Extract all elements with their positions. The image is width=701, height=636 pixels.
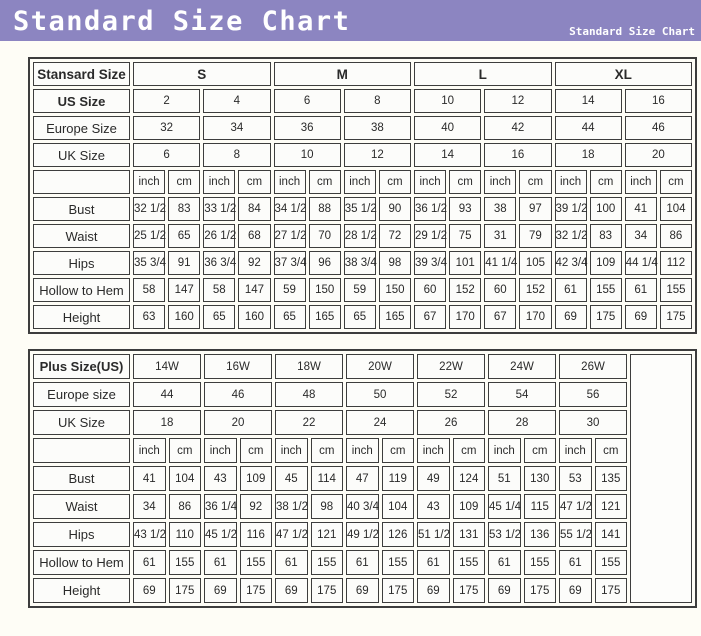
value-cell: 155 <box>524 550 557 575</box>
value-cell: 98 <box>379 251 411 275</box>
value-cell: 12 <box>484 89 551 113</box>
value-cell: 14 <box>555 89 622 113</box>
row-label <box>33 438 130 463</box>
value-cell: 124 <box>453 466 486 491</box>
row-label: Waist <box>33 224 130 248</box>
value-cell: 44 <box>133 382 201 407</box>
value-cell: 152 <box>449 278 481 302</box>
value-cell: 165 <box>379 305 411 329</box>
value-cell: 130 <box>524 466 557 491</box>
value-cell: 43 <box>417 494 450 519</box>
value-cell: 155 <box>382 550 415 575</box>
size-table-row <box>33 143 692 167</box>
value-cell: cm <box>382 438 415 463</box>
value-cell: 121 <box>595 494 628 519</box>
value-cell: 109 <box>453 494 486 519</box>
row-label: Hollow to Hem <box>33 278 130 302</box>
value-cell: 36 1/4 <box>204 494 237 519</box>
value-cell: 175 <box>660 305 692 329</box>
size-table-row <box>33 89 692 113</box>
value-cell: 69 <box>625 305 657 329</box>
value-cell: 104 <box>382 494 415 519</box>
size-table-row <box>33 251 692 275</box>
value-cell: 141 <box>595 522 628 547</box>
value-cell: 155 <box>453 550 486 575</box>
value-cell: 4 <box>203 89 270 113</box>
value-cell: 135 <box>595 466 628 491</box>
value-cell: inch <box>133 438 166 463</box>
value-cell: 26W <box>559 354 627 379</box>
value-cell: 36 3/4 <box>203 251 235 275</box>
value-cell: 67 <box>484 305 516 329</box>
value-cell: 152 <box>519 278 551 302</box>
value-cell: 68 <box>238 224 270 248</box>
value-cell: inch <box>133 170 165 194</box>
row-label: Bust <box>33 197 130 221</box>
value-cell: 61 <box>133 550 166 575</box>
value-cell: 60 <box>484 278 516 302</box>
size-table-row <box>33 278 692 302</box>
value-cell: 61 <box>559 550 592 575</box>
value-cell: 28 1/2 <box>344 224 376 248</box>
value-cell: XL <box>555 62 693 86</box>
value-cell: 34 <box>203 116 270 140</box>
value-cell: 51 1/2 <box>417 522 450 547</box>
size-table-row <box>33 466 692 491</box>
value-cell: inch <box>344 170 376 194</box>
value-cell: 83 <box>168 197 200 221</box>
value-cell: inch <box>625 170 657 194</box>
value-cell: inch <box>275 438 308 463</box>
value-cell: 47 <box>346 466 379 491</box>
value-cell: 93 <box>449 197 481 221</box>
value-cell: 61 <box>346 550 379 575</box>
size-table-row <box>33 62 692 86</box>
value-cell: 24W <box>488 354 556 379</box>
page-title: Standard Size Chart <box>13 6 351 37</box>
value-cell: 14 <box>414 143 481 167</box>
value-cell: 53 <box>559 466 592 491</box>
row-label: UK Size <box>33 143 130 167</box>
value-cell: 75 <box>449 224 481 248</box>
row-label: Hips <box>33 522 130 547</box>
value-cell: 69 <box>559 578 592 603</box>
value-cell: 45 1/2 <box>204 522 237 547</box>
value-cell: 6 <box>274 89 341 113</box>
value-cell: 41 <box>133 466 166 491</box>
value-cell: L <box>414 62 552 86</box>
value-cell: 155 <box>595 550 628 575</box>
value-cell: 2 <box>133 89 200 113</box>
value-cell: 10 <box>274 143 341 167</box>
value-cell: 109 <box>240 466 273 491</box>
value-cell: 63 <box>133 305 165 329</box>
value-cell: 60 <box>414 278 446 302</box>
value-cell: 48 <box>275 382 343 407</box>
value-cell: 121 <box>311 522 344 547</box>
value-cell: 59 <box>274 278 306 302</box>
value-cell: 45 1/4 <box>488 494 521 519</box>
row-label: Europe size <box>33 382 130 407</box>
tables-area <box>0 41 701 608</box>
value-cell: 61 <box>417 550 450 575</box>
value-cell: 97 <box>519 197 551 221</box>
value-cell: 20 <box>204 410 272 435</box>
value-cell: 65 <box>203 305 235 329</box>
value-cell: 36 <box>274 116 341 140</box>
value-cell: 18 <box>133 410 201 435</box>
value-cell: 119 <box>382 466 415 491</box>
value-cell: 18 <box>555 143 622 167</box>
value-cell: 115 <box>524 494 557 519</box>
value-cell: inch <box>555 170 587 194</box>
value-cell: 155 <box>660 278 692 302</box>
value-cell: 150 <box>309 278 341 302</box>
value-cell: 104 <box>169 466 202 491</box>
value-cell: 49 <box>417 466 450 491</box>
size-table-row <box>33 522 692 547</box>
value-cell: 110 <box>169 522 202 547</box>
value-cell: 175 <box>524 578 557 603</box>
size-table-row <box>33 382 692 407</box>
size-table-row <box>33 410 692 435</box>
value-cell: 42 <box>484 116 551 140</box>
value-cell: 14W <box>133 354 201 379</box>
value-cell: 8 <box>344 89 411 113</box>
value-cell: 69 <box>555 305 587 329</box>
value-cell: 38 1/2 <box>275 494 308 519</box>
value-cell: 24 <box>346 410 414 435</box>
value-cell: cm <box>449 170 481 194</box>
value-cell: 32 1/2 <box>133 197 165 221</box>
row-label: Waist <box>33 494 130 519</box>
value-cell: 69 <box>488 578 521 603</box>
value-cell: 52 <box>417 382 485 407</box>
value-cell: 43 <box>204 466 237 491</box>
value-cell: 175 <box>382 578 415 603</box>
value-cell: inch <box>417 438 450 463</box>
value-cell: 112 <box>660 251 692 275</box>
size-table-row <box>33 170 692 194</box>
row-label: Height <box>33 578 130 603</box>
value-cell: inch <box>204 438 237 463</box>
value-cell: 41 1/4 <box>484 251 516 275</box>
value-cell: cm <box>524 438 557 463</box>
value-cell: 32 1/2 <box>555 224 587 248</box>
value-cell: 92 <box>240 494 273 519</box>
value-cell: 155 <box>311 550 344 575</box>
value-cell: 44 <box>555 116 622 140</box>
value-cell: 22 <box>275 410 343 435</box>
value-cell: 37 3/4 <box>274 251 306 275</box>
value-cell: 69 <box>133 578 166 603</box>
value-cell: 155 <box>240 550 273 575</box>
value-cell: 170 <box>519 305 551 329</box>
value-cell: 40 <box>414 116 481 140</box>
value-cell: 69 <box>204 578 237 603</box>
row-label: Bust <box>33 466 130 491</box>
value-cell: inch <box>203 170 235 194</box>
value-cell: 136 <box>524 522 557 547</box>
value-cell: inch <box>346 438 379 463</box>
value-cell: 34 1/2 <box>274 197 306 221</box>
size-table-row <box>33 494 692 519</box>
value-cell: 51 <box>488 466 521 491</box>
value-cell: 83 <box>590 224 622 248</box>
value-cell: 58 <box>133 278 165 302</box>
value-cell: 98 <box>311 494 344 519</box>
value-cell: 12 <box>344 143 411 167</box>
value-cell: 34 <box>625 224 657 248</box>
value-cell: 70 <box>309 224 341 248</box>
value-cell: 20 <box>625 143 692 167</box>
value-cell: 147 <box>168 278 200 302</box>
value-cell: cm <box>169 438 202 463</box>
value-cell: cm <box>453 438 486 463</box>
row-label: UK Size <box>33 410 130 435</box>
value-cell: 175 <box>595 578 628 603</box>
value-cell: 175 <box>590 305 622 329</box>
value-cell: 92 <box>238 251 270 275</box>
value-cell: 114 <box>311 466 344 491</box>
value-cell: 79 <box>519 224 551 248</box>
value-cell: 147 <box>238 278 270 302</box>
value-cell: 175 <box>169 578 202 603</box>
value-cell: inch <box>274 170 306 194</box>
value-cell: 44 1/4 <box>625 251 657 275</box>
value-cell: inch <box>559 438 592 463</box>
value-cell: cm <box>595 438 628 463</box>
value-cell: 39 1/2 <box>555 197 587 221</box>
value-cell: 16W <box>204 354 272 379</box>
value-cell: 86 <box>660 224 692 248</box>
value-cell: 26 <box>417 410 485 435</box>
value-cell: 96 <box>309 251 341 275</box>
value-cell: 34 <box>133 494 166 519</box>
value-cell: 61 <box>625 278 657 302</box>
value-cell: 43 1/2 <box>133 522 166 547</box>
value-cell: 109 <box>590 251 622 275</box>
value-cell: M <box>274 62 412 86</box>
value-cell: 65 <box>344 305 376 329</box>
value-cell: inch <box>414 170 446 194</box>
value-cell: 31 <box>484 224 516 248</box>
value-cell: 126 <box>382 522 415 547</box>
value-cell: 36 1/2 <box>414 197 446 221</box>
value-cell: 86 <box>169 494 202 519</box>
value-cell: 56 <box>559 382 627 407</box>
value-cell: 38 <box>344 116 411 140</box>
size-table-row <box>33 550 692 575</box>
value-cell: 61 <box>488 550 521 575</box>
value-cell: 20W <box>346 354 414 379</box>
row-label <box>33 170 130 194</box>
value-cell: 50 <box>346 382 414 407</box>
value-cell: 53 1/2 <box>488 522 521 547</box>
value-cell: 131 <box>453 522 486 547</box>
value-cell: cm <box>311 438 344 463</box>
value-cell: 35 1/2 <box>344 197 376 221</box>
value-cell: 25 1/2 <box>133 224 165 248</box>
value-cell: 105 <box>519 251 551 275</box>
size-table-row <box>33 116 692 140</box>
plus-size-table <box>28 349 697 608</box>
value-cell: 88 <box>309 197 341 221</box>
value-cell: inch <box>488 438 521 463</box>
value-cell: 101 <box>449 251 481 275</box>
value-cell: 91 <box>168 251 200 275</box>
value-cell: 69 <box>417 578 450 603</box>
value-cell: 84 <box>238 197 270 221</box>
value-cell: 54 <box>488 382 556 407</box>
value-cell: 59 <box>344 278 376 302</box>
row-label: Europe Size <box>33 116 130 140</box>
value-cell: 72 <box>379 224 411 248</box>
value-cell: 40 3/4 <box>346 494 379 519</box>
value-cell: 160 <box>238 305 270 329</box>
value-cell: 160 <box>168 305 200 329</box>
value-cell: 18W <box>275 354 343 379</box>
value-cell: 35 3/4 <box>133 251 165 275</box>
value-cell: 155 <box>590 278 622 302</box>
value-cell: cm <box>168 170 200 194</box>
value-cell: 46 <box>625 116 692 140</box>
value-cell: 116 <box>240 522 273 547</box>
value-cell: 65 <box>168 224 200 248</box>
size-table-row <box>33 354 692 379</box>
value-cell: 22W <box>417 354 485 379</box>
value-cell: 28 <box>488 410 556 435</box>
value-cell: 175 <box>240 578 273 603</box>
value-cell: 49 1/2 <box>346 522 379 547</box>
value-cell: 42 3/4 <box>555 251 587 275</box>
value-cell: 155 <box>169 550 202 575</box>
value-cell: 65 <box>274 305 306 329</box>
value-cell: 16 <box>625 89 692 113</box>
value-cell: 69 <box>346 578 379 603</box>
value-cell: cm <box>660 170 692 194</box>
value-cell: 46 <box>204 382 272 407</box>
value-cell: cm <box>240 438 273 463</box>
empty-trailing-cell <box>630 354 692 603</box>
value-cell: 175 <box>311 578 344 603</box>
value-cell: 150 <box>379 278 411 302</box>
value-cell: 58 <box>203 278 235 302</box>
value-cell: 165 <box>309 305 341 329</box>
value-cell: 55 1/2 <box>559 522 592 547</box>
size-table-row <box>33 224 692 248</box>
value-cell: 32 <box>133 116 200 140</box>
value-cell: cm <box>519 170 551 194</box>
value-cell: 170 <box>449 305 481 329</box>
value-cell: 29 1/2 <box>414 224 446 248</box>
value-cell: 61 <box>204 550 237 575</box>
value-cell: 104 <box>660 197 692 221</box>
row-label: Plus Size(US) <box>33 354 130 379</box>
value-cell: 8 <box>203 143 270 167</box>
value-cell: 100 <box>590 197 622 221</box>
value-cell: 41 <box>625 197 657 221</box>
value-cell: 39 3/4 <box>414 251 446 275</box>
value-cell: S <box>133 62 271 86</box>
value-cell: 90 <box>379 197 411 221</box>
value-cell: 69 <box>275 578 308 603</box>
row-label: Hips <box>33 251 130 275</box>
value-cell: 6 <box>133 143 200 167</box>
row-label: Height <box>33 305 130 329</box>
value-cell: 47 1/2 <box>559 494 592 519</box>
value-cell: inch <box>484 170 516 194</box>
value-cell: 10 <box>414 89 481 113</box>
value-cell: 30 <box>559 410 627 435</box>
value-cell: 67 <box>414 305 446 329</box>
size-table-row <box>33 197 692 221</box>
value-cell: 16 <box>484 143 551 167</box>
standard-size-table <box>28 57 697 334</box>
value-cell: 33 1/2 <box>203 197 235 221</box>
value-cell: 61 <box>275 550 308 575</box>
value-cell: 61 <box>555 278 587 302</box>
value-cell: 27 1/2 <box>274 224 306 248</box>
size-table-row <box>33 578 692 603</box>
size-table-row <box>33 438 692 463</box>
value-cell: cm <box>590 170 622 194</box>
value-cell: 175 <box>453 578 486 603</box>
value-cell: cm <box>238 170 270 194</box>
size-table-row <box>33 305 692 329</box>
row-label: US Size <box>33 89 130 113</box>
value-cell: 47 1/2 <box>275 522 308 547</box>
value-cell: 38 3/4 <box>344 251 376 275</box>
row-label: Stansard Size <box>33 62 130 86</box>
value-cell: 26 1/2 <box>203 224 235 248</box>
page-subtitle: Standard Size Chart <box>569 25 695 38</box>
header-band <box>0 0 701 41</box>
row-label: Hollow to Hem <box>33 550 130 575</box>
value-cell: cm <box>309 170 341 194</box>
value-cell: 38 <box>484 197 516 221</box>
value-cell: cm <box>379 170 411 194</box>
value-cell: 45 <box>275 466 308 491</box>
